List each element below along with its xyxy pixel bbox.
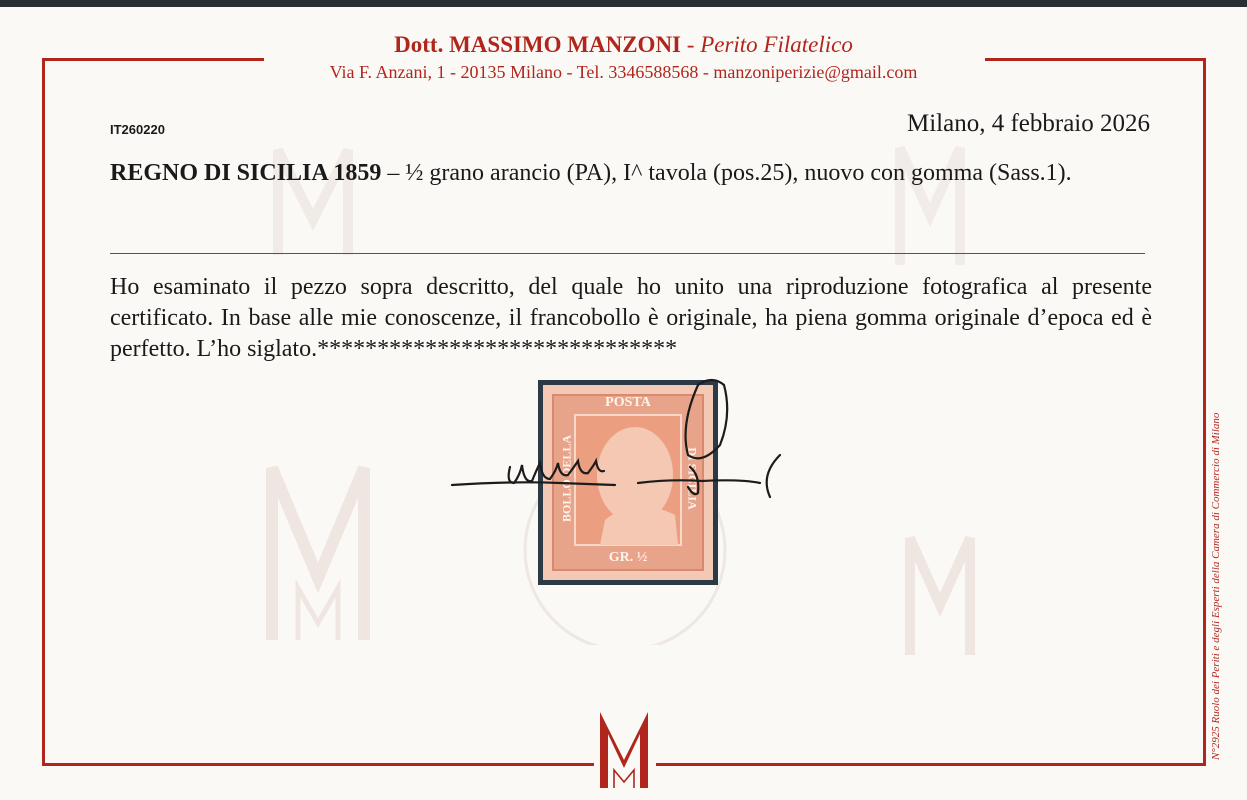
frame-top-left-border xyxy=(42,58,264,61)
frame-bottom-right-border xyxy=(656,763,1206,766)
place-date: Milano, 4 febbraio 2026 xyxy=(906,110,1150,137)
subject-description: – ½ grano arancio (PA), I^ tavola (pos.25), nuovo con gomma (Sass.1). xyxy=(381,160,1072,186)
stamp-value-label: GR. ½ xyxy=(608,550,648,565)
stamp-left-label: BOLLO DELLA xyxy=(559,434,574,523)
separator-line xyxy=(110,253,1145,254)
stamp-subject xyxy=(110,158,1152,189)
top-strip xyxy=(0,0,1247,7)
frame-bottom-left-border xyxy=(42,763,594,766)
stamp-top-label: POSTA xyxy=(605,395,651,410)
stamp-right-label: DI SICILIA xyxy=(685,447,700,510)
header-separator: - xyxy=(681,32,701,57)
register-note: N°2925 Ruolo dei Periti e degli Esperti della Camera di Commercio di Milano xyxy=(1210,412,1222,760)
expert-role: Perito Filatelico xyxy=(700,32,853,57)
watermark-monogram-icon xyxy=(258,458,378,648)
frame-top-right-border xyxy=(985,58,1206,61)
expert-logo-icon xyxy=(598,708,650,790)
signature-icon xyxy=(440,375,800,645)
certificate-body: Ho esaminato il pezzo sopra descritto, del quale ho unito una riproduzione fotografica al presente certificato. In base alle mie conoscenze, il francobollo è originale, ha piena gomma originale d’epoca ed è perfetto. L’ho siglato.****************************** xyxy=(110,274,1152,362)
certificate-id: IT260220 xyxy=(110,122,165,137)
watermark-monogram-icon xyxy=(900,530,980,660)
expert-name: Dott. MASSIMO MANZONI xyxy=(394,32,682,57)
expert-header xyxy=(0,32,1247,58)
stamp-photo xyxy=(440,375,800,650)
subject-lead: REGNO DI SICILIA 1859 xyxy=(110,160,382,186)
frame-right-border xyxy=(1203,58,1206,766)
expert-address: Via F. Anzani, 1 - 20135 Milano - Tel. 3346588568 - manzoniperizie@gmail.com xyxy=(329,62,918,82)
frame-left-border xyxy=(42,58,45,766)
